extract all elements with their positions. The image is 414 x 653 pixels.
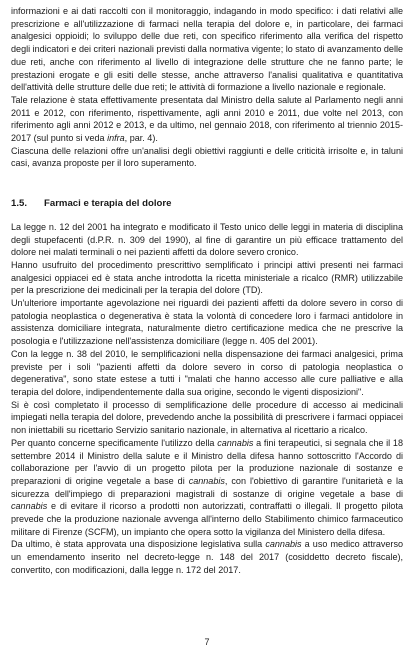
body-paragraph-7-text-b: a uso medico attraverso un emendamento inserito nel decreto-legge n. 148 del 2017 (cosiddetto decreto fiscale), convertito, con modificazioni, dalla legge n. 172 del 2017. bbox=[11, 539, 404, 575]
body-paragraph-7-text-a: Da ultimo, è stata approvata una disposizione legislativa sulla bbox=[11, 539, 266, 550]
body-paragraph-6-text-b: a fini terapeutici, si segnala che il 18 settembre 2014 il Ministro della salute e il Ministro della difesa hanno sottoscritto l'Accordo di collaborazione per l'avvio di un progetto pilota per la produzione nazionale di sostanze e preparazioni di origine vegetale a base di bbox=[11, 437, 403, 486]
body-paragraph-6-text-c: , con l'obiettivo di garantire l'unitarietà e la sicurezza dell'impiego di preparazioni magistrali di sostanze di origine vegetale a base di bbox=[11, 475, 404, 499]
section-number: 1.5. bbox=[11, 198, 28, 210]
cannabis-term: cannabis bbox=[217, 437, 254, 448]
body-paragraph-4: Con la legge n. 38 del 2010, le semplificazioni nella dispensazione dei farmaci analgesici, prima previste per i soli "pazienti affetti da dolore severo in corso di patologia neoplastica o degenerativa", sono state estese a tutti i "malati che hanno accesso alle cure palliative e alla terapia del dolore, indipendentemente dalla sua origine, secondo le vigenti disposizioni". bbox=[11, 348, 403, 397]
intro-paragraph-3: Ciascuna delle relazioni offre un'analisi degli obiettivi raggiunti e delle criticità irrisolte e, in taluni casi, avanza proposte per il loro superamento. bbox=[11, 145, 403, 169]
page-number: 7 bbox=[204, 637, 210, 647]
spacer bbox=[11, 170, 403, 184]
intro-paragraph-1: informazioni e ai dati raccolti con il monitoraggio, indagando in modo specifico: i dati relativi alle prescrizione e all'utilizzazione di farmaci nella terapia del dolore e, in particolare, dei farmaci analgesici oppioidi; lo sviluppo delle due reti, con specifico riferimento alla verifica del rispetto degli indicatori e dei criteri nazionali previsti dalla normativa vigente; lo stato di avanzamento delle due reti, anche con riferimento al livello di integrazione delle strutture che ne fanno parte; le prestazioni erogate e gli esiti delle stesse, anche attraverso l'analisi qualitativa e quantitativa dell'attività delle strutture delle due reti; le attività di formazione a livello nazionale e regionale. bbox=[11, 6, 403, 93]
cannabis-term: cannabis bbox=[188, 475, 225, 486]
body-paragraph-2: Hanno usufruito del procedimento prescrittivo semplificato i principi attivi presenti nei farmaci analgesici oppiacei ed è stata anche introdotta la ricetta ministeriale a ricalco (RMR) utilizzabile per la prescrizione dei medicinali per la terapia del dolore (TD). bbox=[11, 259, 403, 296]
section-title: Farmaci e terapia del dolore bbox=[44, 198, 172, 210]
body-paragraph-7 bbox=[11, 538, 403, 576]
body-paragraph-5: Si è così completato il processo di semplificazione delle procedure di accesso ai medicinali impiegati nella terapia del dolore, prevedendo anche la possibilità di prescrivere i farmaci oppiacei non iniettabili su ricettario Servizio sanitario nazionale, in alternativa al ricettario a ricalco. bbox=[11, 399, 403, 436]
infra-reference: infra bbox=[107, 133, 125, 144]
cannabis-term: cannabis bbox=[265, 539, 302, 550]
body-paragraph-6 bbox=[11, 437, 403, 539]
body-paragraph-6-text-a: Per quanto concerne specificamente l'utilizzo della bbox=[11, 437, 218, 448]
cannabis-term: cannabis bbox=[11, 501, 48, 512]
body-paragraph-6-text-d: e di evitare il ricorso a prodotti non autorizzati, contraffatti o illegali. Il progetto pilota prevede che la produzione nazionale avvenga all'interno dello Stabilimento chimico farmaceutico militare di Firenze (SCFM), un impianto che opera sotto la vigilanza del Ministero della difesa. bbox=[11, 501, 403, 537]
intro-paragraph-2-text-b: , par. 4). bbox=[124, 133, 158, 144]
page-content bbox=[11, 5, 403, 577]
intro-paragraph-2-text-a: Tale relazione è stata effettivamente presentata dal Ministro della salute al Parlamento negli anni 2011 e 2012, con riferimento, rispettivamente, agli anni 2010 e 2011, due volte nel 2013, con riferimento agli anni 2012 e 2013, e da ultimo, nel gennaio 2018, con riferimento al triennio 2015-2017 (sul punto si veda bbox=[11, 94, 403, 144]
intro-paragraph-2 bbox=[11, 94, 403, 145]
body-paragraph-3: Un'ulteriore importante agevolazione nei riguardi dei pazienti affetti da dolore severo in corso di patologia neoplastica o degenerativa è stata la volontà di concedere loro i farmaci antidolore in assistenza domiciliare integrata, naturalmente dietro certificazione medica che ne prescrive la posologia e l'utilizzazione nell'assistenza domiciliare (legge n. 405 del 2001). bbox=[11, 298, 403, 347]
body-paragraph-1: La legge n. 12 del 2001 ha integrato e modificato il Testo unico delle leggi in materia di disciplina degli stupefacenti (d.P.R. n. 309 del 1990), al fine di garantire un più efficace trattamento del dolore nei malati terminali o nei pazienti affetti da dolore severo cronico. bbox=[11, 221, 403, 258]
section-heading bbox=[11, 198, 403, 211]
